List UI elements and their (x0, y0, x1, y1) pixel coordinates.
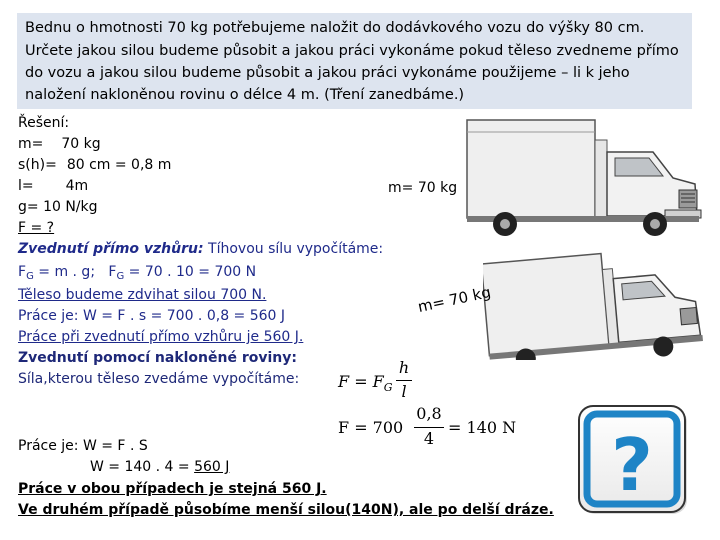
given-length-label: l= (18, 178, 34, 194)
formula2-result: = 140 N (448, 418, 517, 437)
given-length (18, 176, 88, 197)
formula1-denominator: l (401, 382, 407, 401)
truck-upright-image (465, 118, 713, 240)
lift-heading-bold: Zvednutí přímo vzhůru: (18, 241, 204, 257)
incline-work-formula: Práce je: W = F . S (18, 438, 148, 454)
tilted-truck-mass-label: m= 70 kg (416, 283, 493, 316)
given-mass (18, 134, 101, 155)
given-mass-value: 70 kg (61, 136, 101, 152)
formula1-lhs: F = F (338, 372, 384, 391)
formula2-lhs: F = 700 (338, 418, 404, 437)
truck-tilted-image (483, 240, 713, 360)
fg-formula-general: = m . g; (33, 264, 109, 280)
given-height-label: s(h)= (18, 157, 57, 173)
formula1-subscript: G (383, 381, 393, 394)
incline-work-calculation (90, 457, 229, 478)
formula2-numerator: 0,8 (416, 404, 442, 423)
truck-mass-label: m= 70 kg (388, 180, 458, 196)
task-line-4: naložení nakloněnou rovinu o délce 4 m. (Tření zanedbáme.) (25, 87, 465, 103)
formula1-numerator: h (398, 358, 410, 377)
task-line-3: do vozu a jakou silou budeme působit a jakou práci vykonáme použijeme – li k jeho (25, 65, 630, 81)
given-gravity: g= 10 N/kg (18, 199, 98, 215)
question-mark-icon (577, 404, 693, 520)
solution-heading: Řešení: (18, 115, 70, 131)
formula2-denominator: 4 (423, 429, 435, 448)
question-mark-glyph: ? (611, 423, 653, 507)
incline-force-formula (338, 372, 393, 394)
fg-subscript-b: G (116, 271, 125, 282)
task-line-1: Bednu o hmotnosti 70 kg potřebujeme naložit do dodávkového vozu do výšky 80 cm. (25, 20, 645, 36)
given-mass-label: m= (18, 136, 44, 152)
conclusion-statement: Ve druhém případě působíme menší silou(140N), ale po delší dráze. (18, 502, 554, 518)
weight-formula (18, 262, 256, 287)
incline-work-prefix: W = 140 . 4 = (90, 459, 195, 475)
incline-work-value: 560 J (194, 459, 230, 475)
lift-heading (18, 239, 383, 260)
unknown-force: F = ? (18, 220, 55, 236)
same-work-statement: Práce v obou případech je stejná 560 J. (18, 481, 327, 497)
fg-subscript-a: G (26, 271, 34, 282)
task-line-2: Určete jakou silou budeme působit a jakou práci vykonáme pokud těleso zvedneme přímo (25, 43, 679, 59)
formula1-fraction-bar (396, 380, 412, 381)
given-height (18, 155, 171, 176)
incline-force-text: Síla,kterou těleso zvedáme vypočítáme: (18, 371, 300, 387)
fg-symbol-a: F (18, 264, 27, 280)
formula2-fraction-bar (414, 427, 444, 428)
given-height-value: 80 cm = 0,8 m (66, 157, 172, 173)
given-length-value: 4m (65, 178, 89, 194)
lift-work-formula: Práce je: W = F . s = 700 . 0,8 = 560 J (18, 308, 286, 324)
incline-heading: Zvednutí pomocí nakloněné roviny: (18, 350, 297, 366)
lift-work-result: Práce při zvednutí přímo vzhůru je 560 J. (18, 329, 304, 345)
lift-force-result: Těleso budeme zdvihat silou 700 N. (18, 287, 267, 303)
lift-heading-rest: Tíhovou sílu vypočítáme: (203, 241, 384, 257)
incline-force-calculation (338, 418, 403, 437)
fg-formula-value: = 70 . 10 = 700 N (124, 264, 257, 280)
fg-symbol-b: F (108, 264, 117, 280)
